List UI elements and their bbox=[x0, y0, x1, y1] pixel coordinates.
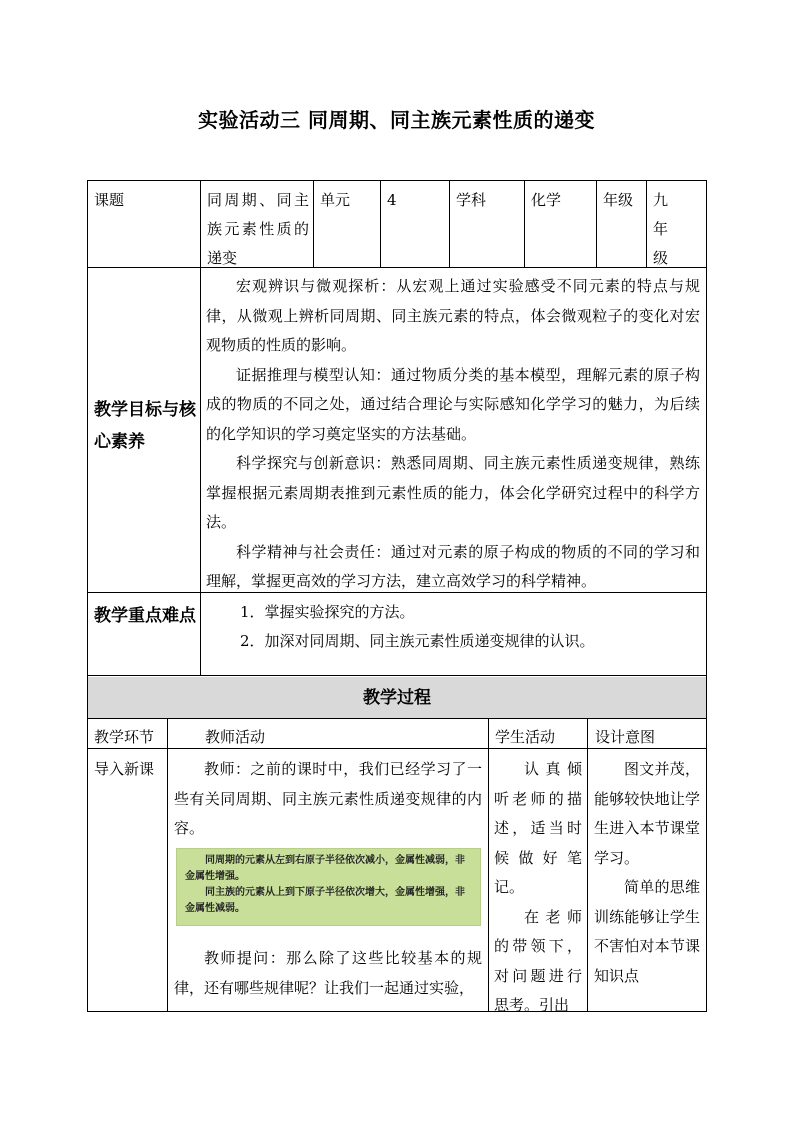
grade-label: 年级 bbox=[603, 191, 634, 209]
key-points-list bbox=[240, 598, 700, 656]
teacher-activity-continued bbox=[174, 944, 482, 1003]
summary-note-line: 同主族的元素从上到下原子半径依次增大，金属性增强，非金属性减弱。 bbox=[185, 887, 465, 914]
student-activity bbox=[494, 755, 582, 1021]
column-header-design: 设计意图 bbox=[595, 728, 656, 746]
key-point-item: 2．加深对同周期、同主族元素性质递变规律的认识。 bbox=[240, 632, 595, 650]
column-header-teacher: 教师活动 bbox=[205, 728, 266, 746]
subject-label: 学科 bbox=[456, 191, 487, 209]
key-points-label: 教学重点难点 bbox=[94, 606, 196, 626]
stage-cell: 导入新课 bbox=[94, 760, 155, 778]
design-paragraph: 图文并茂，能够较快地让学生进入本节课堂学习。 bbox=[594, 760, 700, 867]
process-header: 教学过程 bbox=[363, 688, 431, 708]
summary-note-line: 同周期的元素从左到右原子半径依次减小，金属性减弱，非金属性增强。 bbox=[185, 855, 465, 882]
column-header-student: 学生活动 bbox=[495, 728, 556, 746]
teacher-activity bbox=[174, 755, 482, 844]
unit-value: 4 bbox=[387, 191, 397, 209]
objective-paragraph: 科学探究与创新意识：熟悉同周期、同主族元素性质递变规律，熟练掌握根据元素周期表推到元素性质的能力，体会化学研究过程中的科学方法。 bbox=[206, 454, 700, 531]
unit-label: 单元 bbox=[320, 191, 351, 209]
teacher-paragraph: 教师：之前的课时中，我们已经学习了一些有关同周期、同主族元素性质递变规律的内容。 bbox=[174, 760, 482, 837]
objective-paragraph: 证据推理与模型认知：通过物质分类的基本模型，理解元素的原子构成的物质的不同之处，通过结合理论与实际感知化学学习的魅力，为后续的化学知识的学习奠定坚实的方法基础。 bbox=[206, 365, 700, 443]
design-intent bbox=[594, 755, 700, 991]
student-paragraph: 认真倾听老师的描述，适当时候做好笔记。 bbox=[494, 760, 582, 896]
objectives-label: 教学目标与核心素养 bbox=[94, 400, 196, 452]
objectives-content bbox=[206, 272, 700, 597]
student-paragraph: 在老师的带领下，对问题进行思考。引出 bbox=[494, 907, 582, 1014]
grade-value: 九年级 bbox=[653, 191, 679, 267]
design-paragraph: 简单的思维训练能够让学生不害怕对本节课知识点 bbox=[594, 878, 700, 985]
summary-note-image bbox=[176, 848, 481, 926]
page-title: 实验活动三 同周期、同主族元素性质的递变 bbox=[198, 108, 595, 132]
topic-value: 同周期、同主族元素性质的递变 bbox=[207, 191, 309, 267]
objective-paragraph: 宏观辨识与微观探析：从宏观上通过实验感受不同元素的特点与规律，从微观上辨析同周期、同主族元素的特点，体会微观粒子的变化对宏观物质的性质的影响。 bbox=[206, 277, 700, 354]
column-header-stage: 教学环节 bbox=[94, 728, 155, 746]
teacher-paragraph: 教师提问：那么除了这些比较基本的规律，还有哪些规律呢？让我们一起通过实验， bbox=[174, 949, 482, 997]
topic-label: 课题 bbox=[94, 191, 125, 209]
subject-value: 化学 bbox=[531, 191, 562, 209]
objective-paragraph: 科学精神与社会责任：通过对元素的原子构成的物质的不同的学习和理解，掌握更高效的学习方法，建立高效学习的科学精神。 bbox=[206, 542, 700, 590]
key-point-item: 1．掌握实验探究的方法。 bbox=[240, 603, 415, 621]
